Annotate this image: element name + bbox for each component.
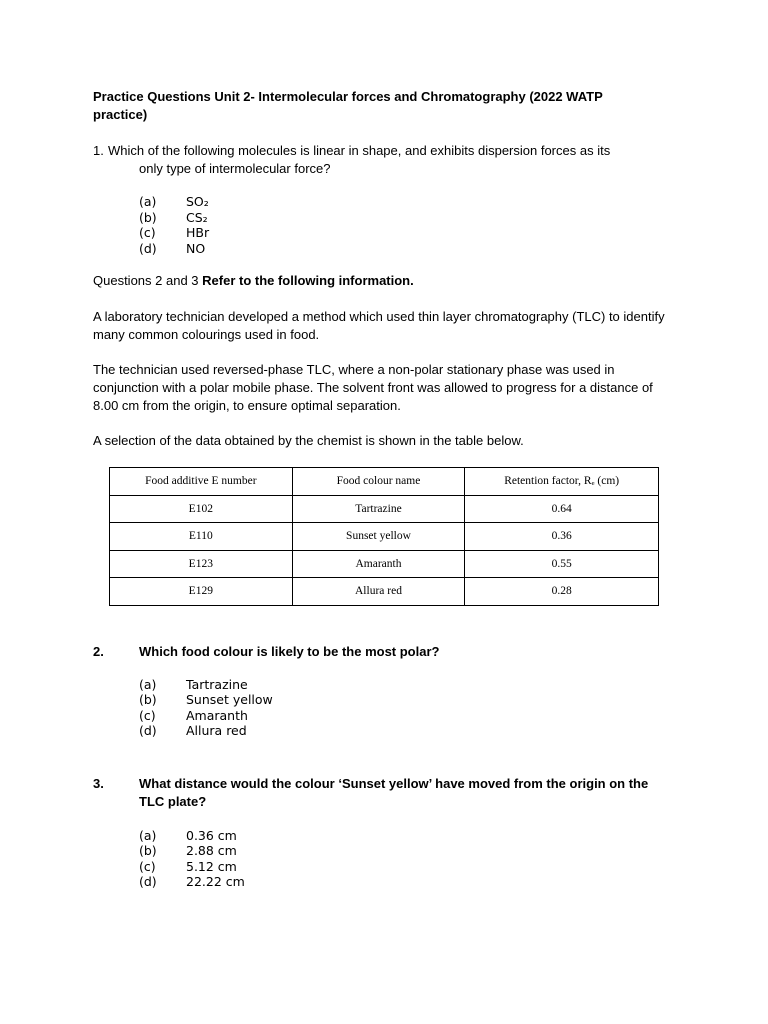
table-row (110, 495, 659, 523)
table-row (110, 578, 659, 606)
question-3-option-a (139, 828, 237, 844)
option-text: SO₂ (186, 194, 209, 209)
table-cell: 0.28 (465, 578, 659, 606)
option-label: (d) (139, 723, 157, 738)
info-header (93, 272, 414, 290)
page-title: Practice Questions Unit 2- Intermolecular forces and Chromatography (2022 WATP practice) (93, 89, 603, 122)
table-row (110, 550, 659, 578)
option-text: Sunset yellow (186, 692, 273, 707)
question-2-number: 2. (93, 644, 104, 659)
table-cell: 0.64 (465, 495, 659, 523)
question-2-option-b (139, 692, 273, 708)
option-label: (b) (139, 210, 157, 225)
question-1-number: 1. (93, 143, 104, 158)
option-label: (a) (139, 677, 157, 692)
question-2-option-d (139, 723, 247, 739)
question-3-stem-line1: What distance would the colour ‘Sunset yellow’ have moved from the origin on the (139, 776, 649, 791)
question-1-option-c (139, 225, 209, 241)
question-1-stem-line2: only type of intermolecular force? (139, 161, 331, 176)
option-text: HBr (186, 225, 210, 240)
table-cell: 0.55 (465, 550, 659, 578)
option-label: (b) (139, 843, 157, 858)
option-text: 22.22 cm (186, 874, 245, 889)
question-3-number: 3. (93, 776, 104, 791)
table-cell: Amaranth (292, 550, 465, 578)
option-text: Tartrazine (186, 677, 248, 692)
info-header-plain: Questions 2 and 3 (93, 273, 203, 288)
question-1-option-a (139, 194, 209, 210)
table-cell: E123 (110, 550, 293, 578)
info-header-bold: Refer to the following information. (202, 273, 414, 288)
option-text: Allura red (186, 723, 247, 738)
table-header-cell: Food additive E number (110, 468, 293, 496)
option-label: (c) (139, 225, 156, 240)
option-label: (a) (139, 194, 157, 209)
table-cell: E129 (110, 578, 293, 606)
question-2-stem: Which food colour is likely to be the most polar? (139, 644, 440, 659)
question-3-stem-line2: TLC plate? (139, 794, 207, 809)
option-text: 0.36 cm (186, 828, 237, 843)
option-label: (d) (139, 874, 157, 889)
table-header-row (110, 468, 659, 496)
retention-factor-table (109, 467, 659, 606)
option-label: (d) (139, 241, 157, 256)
table-cell: E102 (110, 495, 293, 523)
question-3-option-d (139, 874, 245, 890)
option-label: (a) (139, 828, 157, 843)
table-cell: Tartrazine (292, 495, 465, 523)
question-3-option-c (139, 859, 237, 875)
option-text: NO (186, 241, 206, 256)
table-cell: Sunset yellow (292, 523, 465, 551)
question-1-option-b (139, 210, 208, 226)
option-text: CS₂ (186, 210, 208, 225)
table-header-cell: Retention factor, Rₑ (cm) (465, 468, 659, 496)
paragraph-table-intro: A selection of the data obtained by the chemist is shown in the table below. (93, 433, 524, 448)
table-header-cell: Food colour name (292, 468, 465, 496)
option-label: (c) (139, 708, 156, 723)
table-row (110, 523, 659, 551)
question-3-option-b (139, 843, 237, 859)
paragraph-technique: The technician used reversed-phase TLC, where a non-polar stationary phase was used in conjunction with a polar mobile phase. The solvent front was allowed to progress for a distance of 8.00 cm from the origin, to ensure optimal separation. (93, 362, 653, 413)
question-1-option-d (139, 241, 205, 257)
option-text: 2.88 cm (186, 843, 237, 858)
option-label: (c) (139, 859, 156, 874)
question-1-stem-line1: Which of the following molecules is linear in shape, and exhibits dispersion forces as its (108, 143, 611, 158)
table-cell: Allura red (292, 578, 465, 606)
question-2-option-a (139, 677, 248, 693)
question-2-option-c (139, 708, 248, 724)
table-cell: 0.36 (465, 523, 659, 551)
option-text: 5.12 cm (186, 859, 237, 874)
option-text: Amaranth (186, 708, 248, 723)
table-cell: E110 (110, 523, 293, 551)
option-label: (b) (139, 692, 157, 707)
paragraph-method: A laboratory technician developed a method which used thin layer chromatography (TLC) to identify many common colourings used in food. (93, 309, 665, 342)
